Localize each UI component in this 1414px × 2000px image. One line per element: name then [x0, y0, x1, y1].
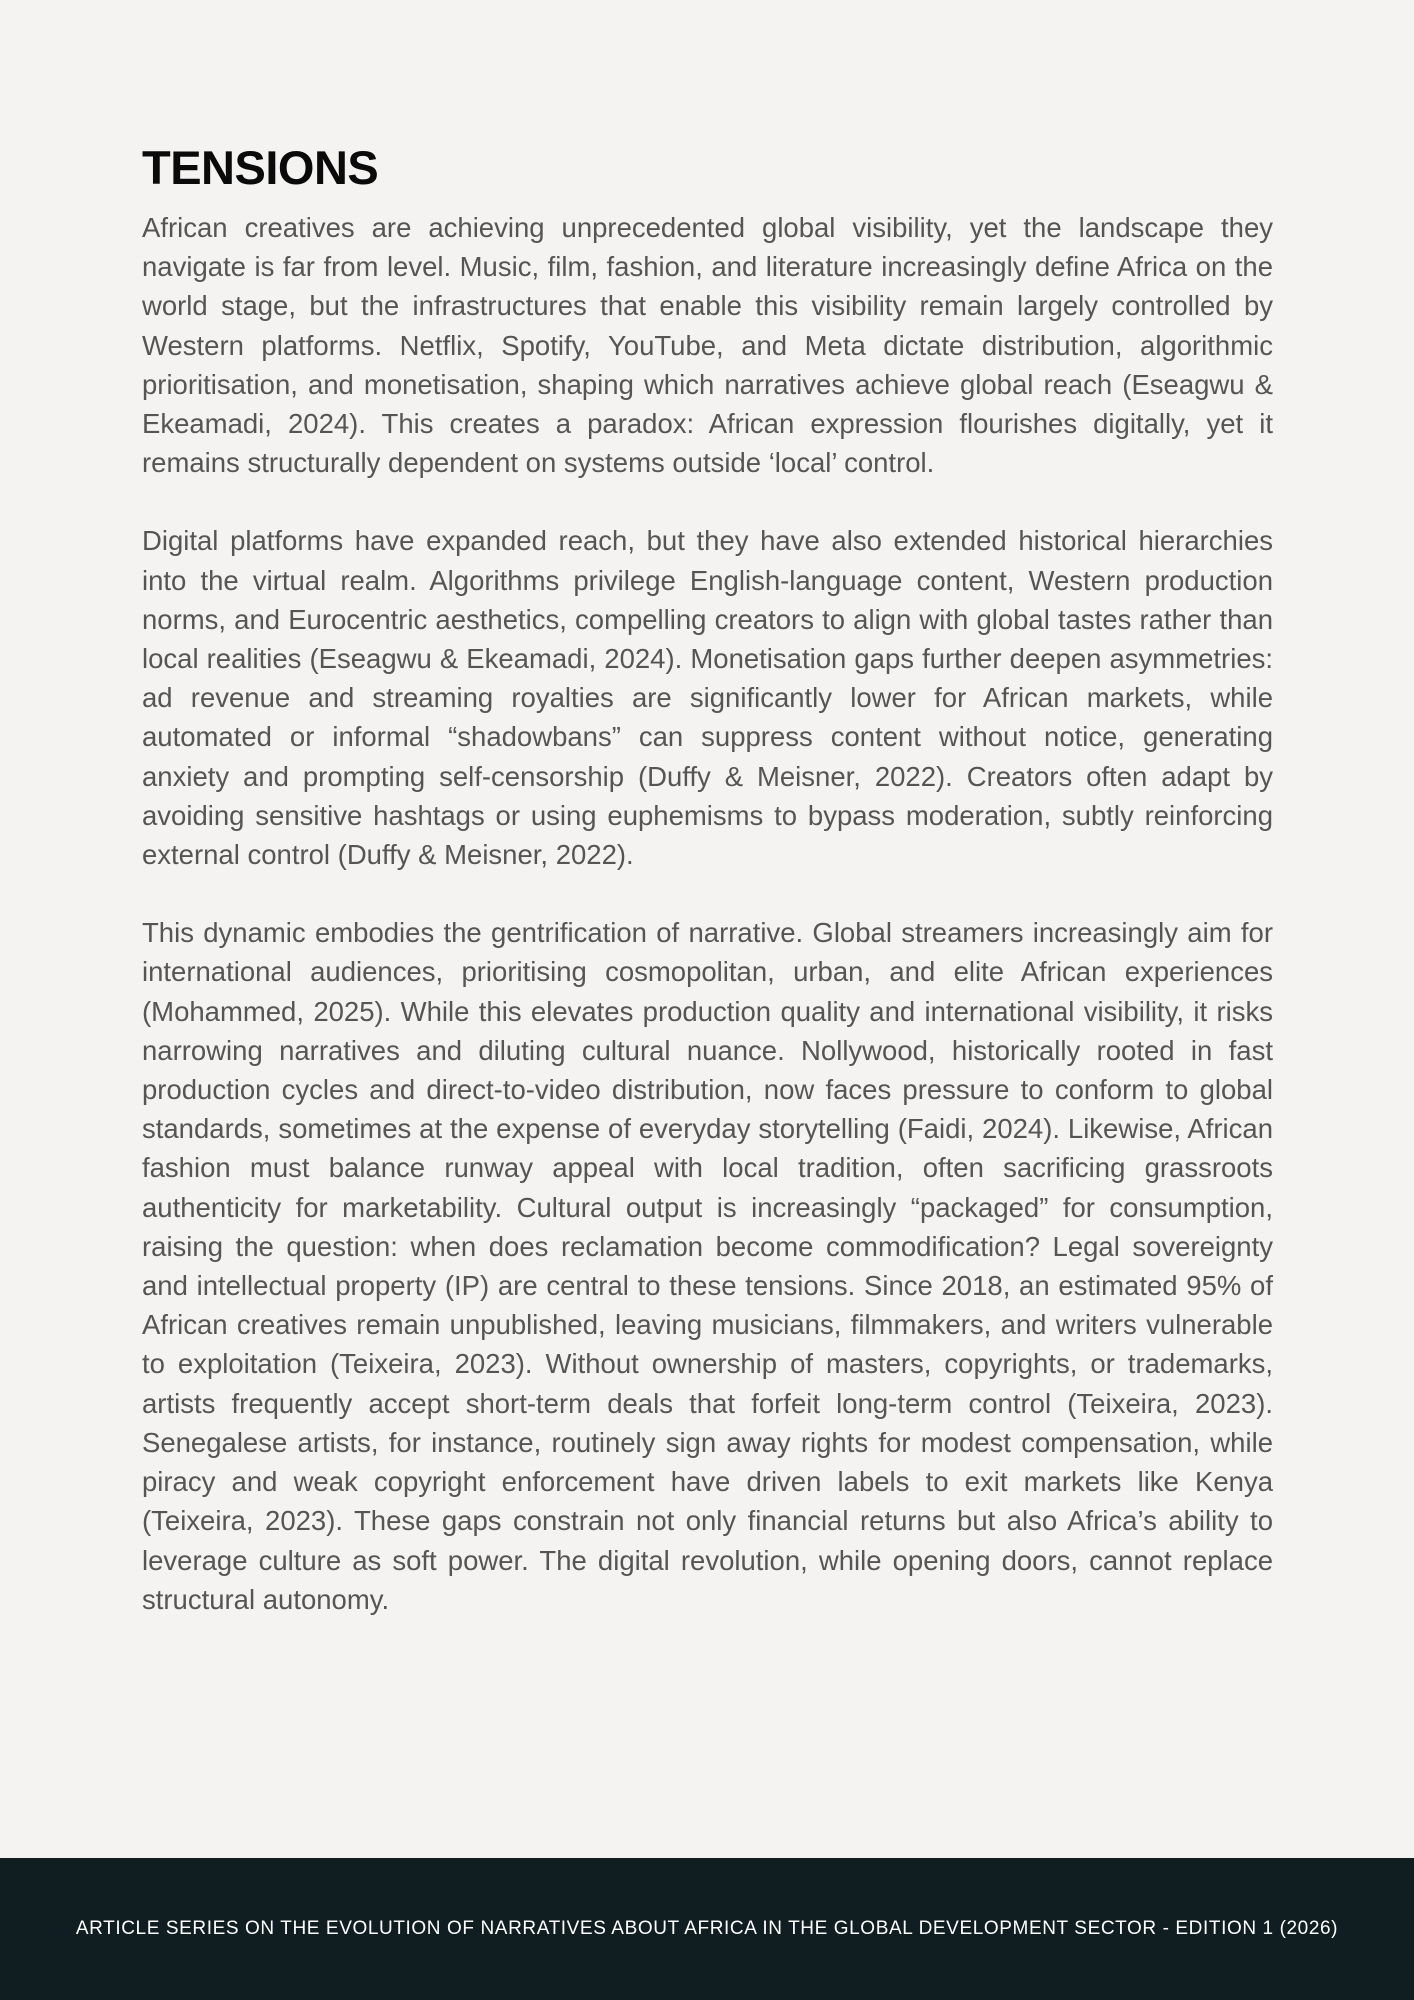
paragraph-narrative-gentrification: This dynamic embodies the gentrification of narrative. Global streamers increasingly aim for international audiences, prioritising cosmopolitan, urban, and elite African experiences (Mohammed, 2025). While this elevates production quality and international visibility, it risks narrowing narratives and diluting cultural nuance. Nollywood, historically rooted in fast production cycles and direct-to-video distribution, now faces pressure to conform to global standards, sometimes at the expense of everyday storytelling (Faidi, 2024). Likewise, African fashion must balance runway appeal with local tradition, often sacrificing grassroots authenticity for marketability. Cultural output is increasingly “packaged” for consumption, raising the question: when does reclamation become commodification? Legal sovereignty and intellectual property (IP) are central to these tensions. Since 2018, an estimated 95% of African creatives remain unpublished, leaving musicians, filmmakers, and writers vulnerable to exploitation (Teixeira, 2023). Without ownership of masters, copyrights, or trademarks, artists frequently accept short-term deals that forfeit long-term control (Teixeira, 2023). Senegalese artists, for instance, routinely sign away rights for modest compensation, while piracy and weak copyright enforcement have driven labels to exit markets like Kenya (Teixeira, 2023). These gaps constrain not only financial returns but also Africa’s ability to leverage culture as soft power. The digital revolution, while opening doors, cannot replace structural autonomy.	[142, 917, 1273, 1615]
section-title: TENSIONS	[142, 141, 379, 194]
footer-series-label: ARTICLE SERIES ON THE EVOLUTION OF NARRATIVES ABOUT AFRICA IN THE GLOBAL DEVELOPMENT SECTOR - EDITION 1 (2026)	[75, 1918, 1339, 1939]
paragraph-digital-hierarchies: Digital platforms have expanded reach, but they have also extended historical hierarchies into the virtual realm. Algorithms privilege English-language content, Western production norms, and Eurocentric aesthetics, compelling creators to align with global tastes rather than local realities (Eseagwu & Ekeamadi, 2024). Monetisation gaps further deepen asymmetries: ad revenue and streaming royalties are significantly lower for African markets, while automated or informal “shadowbans” can suppress content without notice, generating anxiety and prompting self-censorship (Duffy & Meisner, 2022). Creators often adapt by avoiding sensitive hashtags or using euphemisms to bypass moderation, subtly reinforcing external control (Duffy & Meisner, 2022).	[142, 525, 1273, 871]
article-content	[142, 138, 1273, 1619]
paragraph-platform-control: African creatives are achieving unprecedented global visibility, yet the landscape they navigate is far from level. Music, film, fashion, and literature increasingly define Africa on the world stage, but the infrastructures that enable this visibility remain largely controlled by Western platforms. Netflix, Spotify, YouTube, and Meta dictate distribution, algorithmic prioritisation, and monetisation, shaping which narratives achieve global reach (Eseagwu & Ekeamadi, 2024). This creates a paradox: African expression flourishes digitally, yet it remains structurally dependent on systems outside ‘local’ control.	[142, 212, 1273, 479]
page-footer	[0, 1858, 1414, 2000]
